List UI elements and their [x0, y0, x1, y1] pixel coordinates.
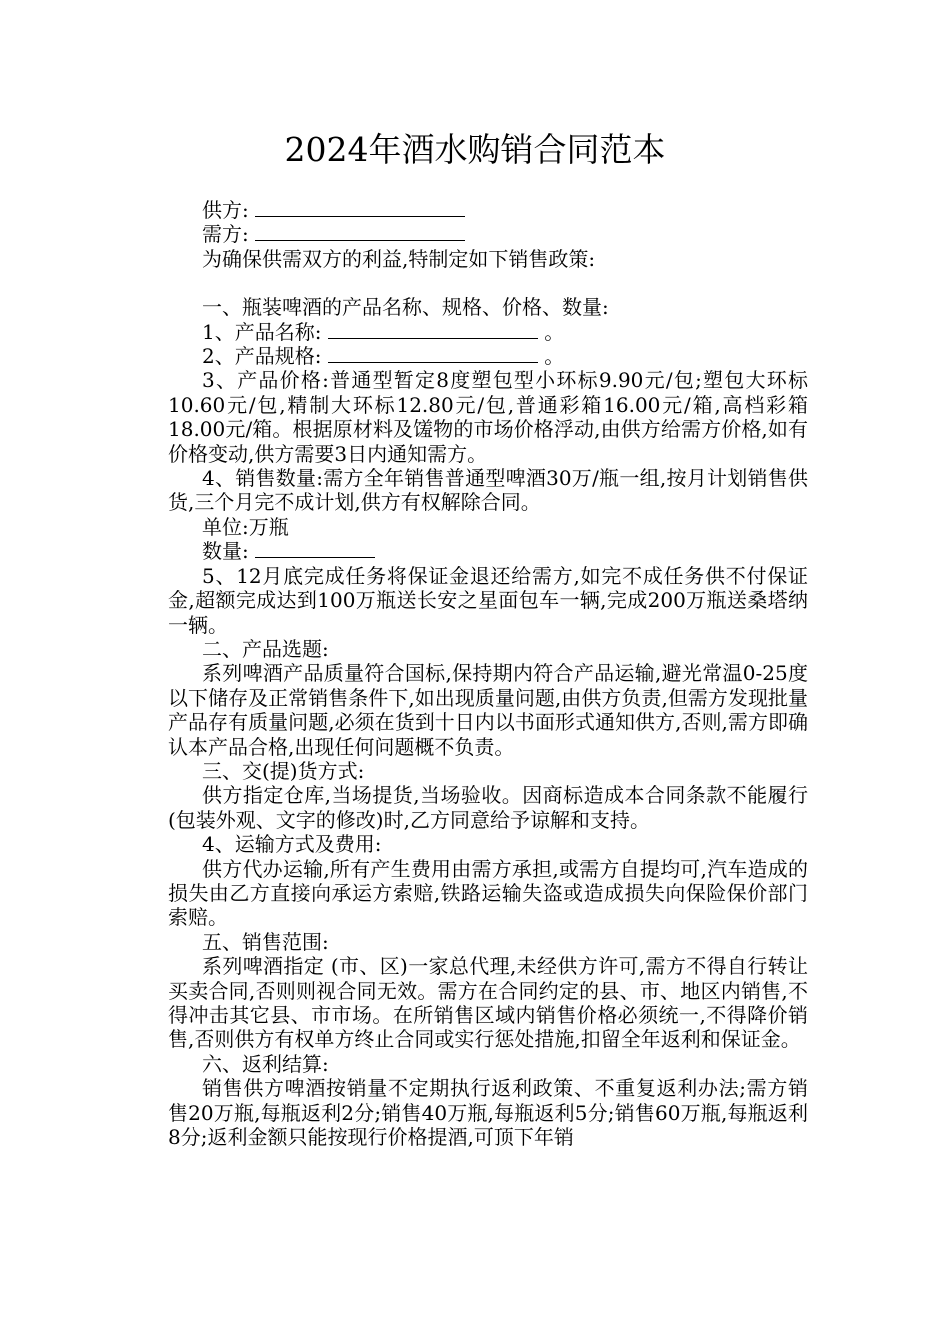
- unit-line: 单位:万瓶: [202, 514, 289, 539]
- section-2-body: 系列啤酒产品质量符合国标,保持期内符合产品运输,避光常温0-25度以下储存及正常销售条件下,如出现质量问题,由供方负责,但需方发现批量产品存有质量问题,必须在货到十日内以书面形式通知供方,否则,需方即确认本产品合格,出现任何问题概不负责。: [168, 661, 808, 759]
- buyer-blank: [255, 222, 465, 241]
- product-price-paragraph: 3、产品价格:普通型暂定8度塑包型小环标9.90元/包;塑包大环标10.60元/包,精制大环标12.80元/包,普通彩箱16.00元/箱,高档彩箱18.00元/箱。根据原材料及馐物的市场价格浮动,由供方给需方价格,如有价格变动,供方需要3日内通知需方。: [168, 368, 808, 466]
- product-name-blank: [328, 320, 538, 339]
- section-1-heading: 一、瓶装啤酒的产品名称、规格、价格、数量:: [202, 295, 609, 320]
- section-4-body: 供方代办运输,所有产生费用由需方承担,或需方自提均可,汽车造成的损失由乙方直接向承运方索赔,铁路运输失盗或造成损失向保险保价部门索赔。: [168, 856, 808, 930]
- end-mark: 。: [544, 344, 565, 369]
- product-spec-blank: [328, 344, 538, 363]
- document-title: 2024年酒水购销合同范本: [284, 130, 666, 169]
- quantity-line: [168, 539, 808, 563]
- section-4-heading: 4、运输方式及费用:: [202, 832, 382, 857]
- supplier-line: [168, 198, 808, 222]
- section-6-heading: 六、返利结算:: [202, 1051, 329, 1076]
- quantity-label: 数量:: [202, 539, 249, 564]
- intro-line: 为确保供需双方的利益,特制定如下销售政策:: [202, 246, 596, 271]
- section-6-body: 销售供方啤酒按销量不定期执行返利政策、不重复返利办法;需方销售20万瓶,每瓶返利2分;销售40万瓶,每瓶返利5分;销售60万瓶,每瓶返利8分;返利金额只能按现行价格提酒,可顶下年销: [168, 1076, 808, 1150]
- supplier-blank: [255, 198, 465, 217]
- buyer-label: 需方:: [202, 222, 249, 247]
- deposit-paragraph: 5、12月底完成任务将保证金退还给需方,如完不成任务供不付保证金,超额完成达到100万瓶送长安之星面包车一辆,完成200万瓶送桑塔纳一辆。: [168, 563, 808, 637]
- document-body: [168, 198, 808, 1149]
- sales-quantity-paragraph: 4、销售数量:需方全年销售普通型啤酒30万/瓶一组,按月计划销售供货,三个月完不成计划,供方有权解除合同。: [168, 466, 808, 515]
- buyer-line: [168, 222, 808, 246]
- product-name-label: 1、产品名称:: [202, 319, 322, 344]
- quantity-blank: [255, 539, 375, 558]
- product-name-line: [168, 320, 808, 344]
- section-3-heading: 三、交(提)货方式:: [202, 758, 365, 783]
- section-2-heading: 二、产品选题:: [202, 636, 329, 661]
- section-5-heading: 五、销售范围:: [202, 929, 329, 954]
- end-mark: 。: [544, 319, 565, 344]
- section-3-body: 供方指定仓库,当场提货,当场验收。因商标造成本合同条款不能履行(包装外观、文字的修改)时,乙方同意给予谅解和支持。: [168, 783, 808, 832]
- spacer: [168, 271, 808, 295]
- product-spec-line: [168, 344, 808, 368]
- section-5-body: 系列啤酒指定 (市、区)一家总代理,未经供方许可,需方不得自行转让买卖合同,否则则视合同无效。需方在合同约定的县、市、地区内销售,不得冲击其它县、市市场。在所销售区域内销售价格必须统一,不得降价销售,否则供方有权单方终止合同或实行惩处措施,扣留全年返利和保证金。: [168, 954, 808, 1052]
- supplier-label: 供方:: [202, 198, 249, 222]
- product-spec-label: 2、产品规格:: [202, 344, 322, 369]
